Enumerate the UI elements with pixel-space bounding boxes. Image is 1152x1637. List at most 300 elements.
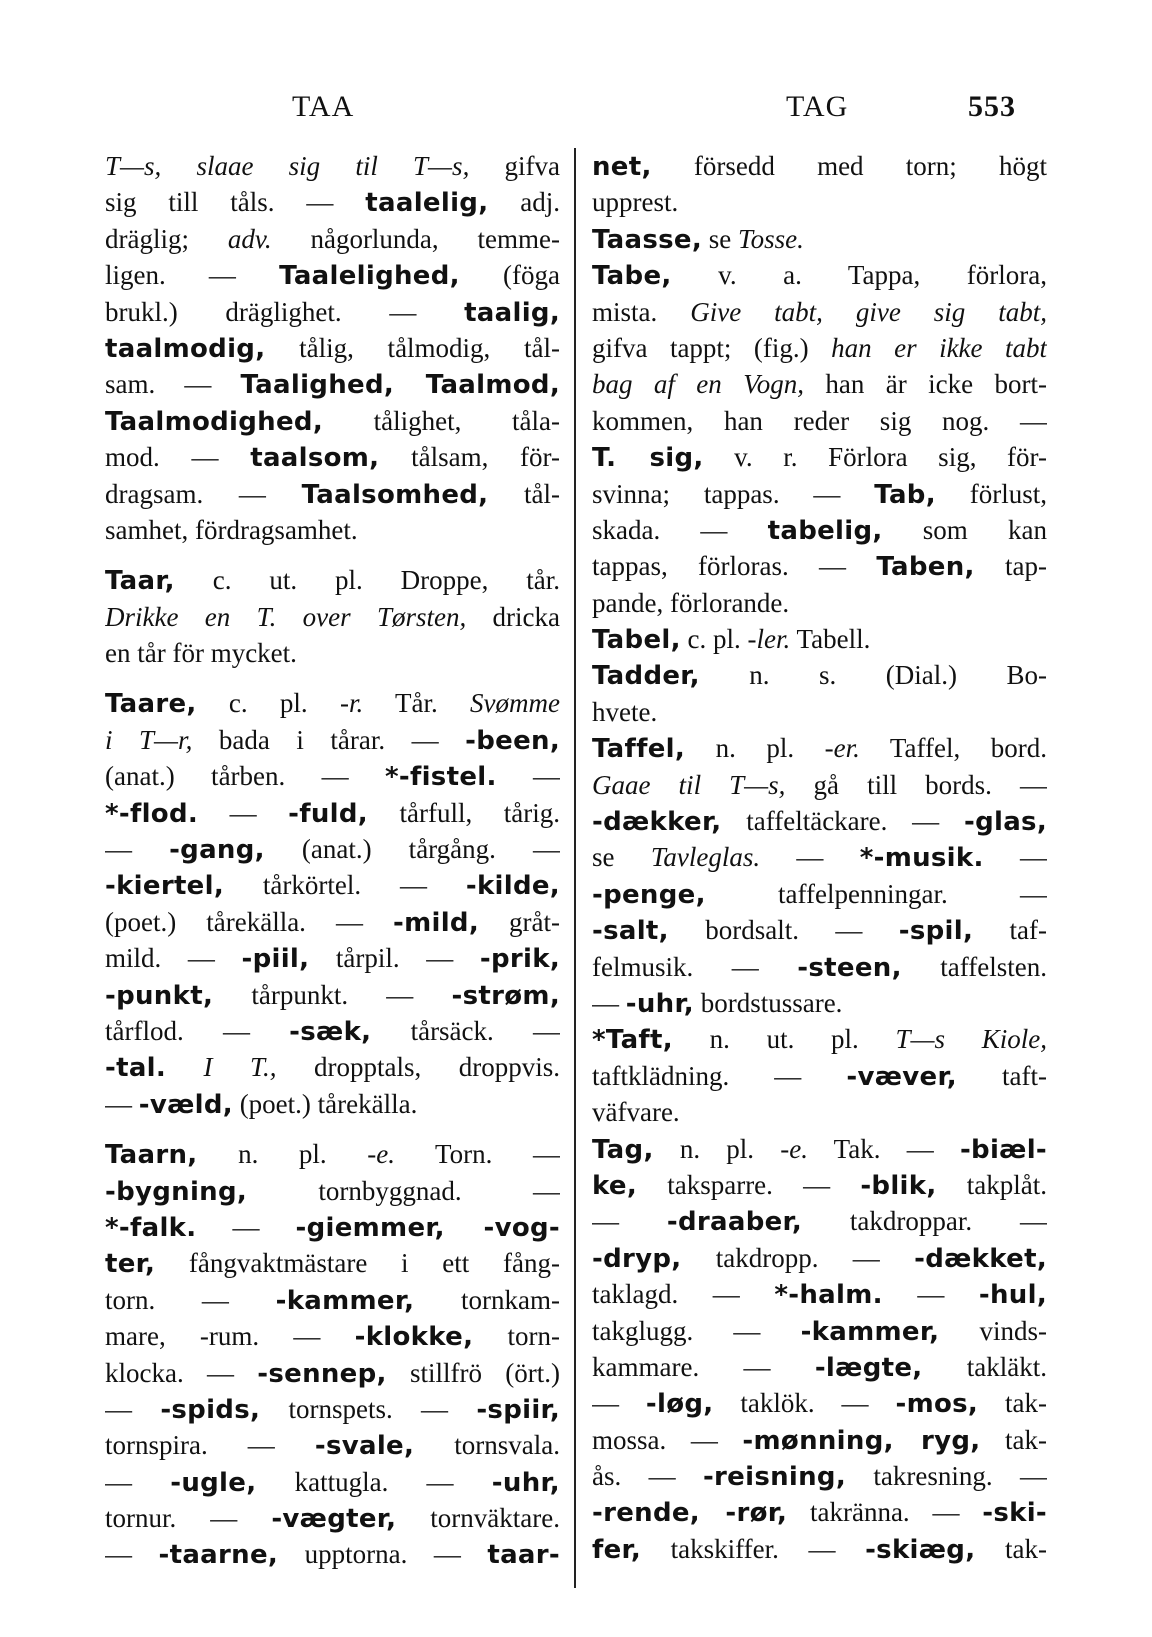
text-segment: taffelpenningar. — (705, 878, 1047, 909)
text-line (592, 1458, 1047, 1494)
text-line (105, 831, 560, 867)
text-line (592, 767, 1047, 803)
headword: -ugle, (170, 1467, 257, 1498)
text-line (105, 1136, 560, 1172)
italic-text: -ler. (747, 624, 791, 655)
headword: -lægte, (814, 1352, 923, 1383)
text-segment: takdropp. — (681, 1242, 915, 1273)
headword: *-musik. (859, 843, 984, 874)
text-line (105, 148, 560, 184)
headword: -piil, (241, 944, 310, 975)
text-line (105, 403, 560, 439)
text-segment: adj. (488, 187, 560, 218)
text-line (105, 977, 560, 1013)
text-segment: mod. — (105, 442, 251, 473)
text-line (105, 1355, 560, 1391)
text-segment: — (760, 842, 860, 873)
text-segment: tak- (978, 1388, 1047, 1419)
text-line (592, 257, 1047, 293)
headword: Taben, (876, 552, 975, 583)
headword: Tadder, (592, 661, 700, 692)
italic-text: -e. (367, 1139, 395, 1170)
text-segment: bordstussare. (693, 987, 843, 1018)
headword: -mønning, ryg, (742, 1425, 981, 1456)
header-right-guideword: TAG (786, 90, 849, 123)
headword: Taalighed, Taalmod, (240, 370, 560, 401)
headword: -salt, (592, 916, 669, 947)
italic-text: Tosse. (738, 223, 804, 254)
text-segment: tårfull, tårig. (367, 797, 560, 828)
text-line (105, 1209, 560, 1245)
right-column (592, 148, 1047, 1567)
text-segment: sam. — (105, 369, 241, 400)
text-line (592, 1058, 1047, 1094)
text-segment: någorlunda, temme- (271, 223, 560, 254)
text-line (105, 562, 560, 598)
text-segment: taffelsten. (901, 951, 1047, 982)
headword: -tal. (105, 1053, 167, 1084)
running-header (0, 90, 1152, 130)
text-segment: ligen. — (105, 260, 280, 291)
text-segment: — (882, 1279, 979, 1310)
text-line (105, 940, 560, 976)
headword: -kilde, (465, 871, 560, 902)
headword: -reisning, (702, 1462, 847, 1493)
left-column (105, 148, 560, 1573)
text-segment: kommen, han reder sig nog. — (592, 405, 1047, 436)
text-segment: skada. — (592, 514, 768, 545)
text-segment: (poet.) tårekälla. — (105, 906, 393, 937)
italic-text: -r. (339, 688, 364, 719)
text-segment: c. ut. pl. Droppe, tår. (174, 565, 560, 596)
text-segment: tålsam, för- (379, 442, 560, 473)
text-segment: taklagd. — (592, 1279, 775, 1310)
text-line (105, 1464, 560, 1500)
text-line (592, 803, 1047, 839)
text-line (592, 1167, 1047, 1203)
text-segment: — (105, 1393, 161, 1424)
text-segment: tårkörtel. — (224, 870, 466, 901)
entry-gap (105, 548, 560, 562)
headword: *Taft, (592, 1025, 673, 1056)
text-segment: bada i tårar. — (192, 724, 466, 755)
text-segment: sig till tåls. — (105, 187, 366, 218)
text-segment: c. pl. (680, 624, 748, 655)
text-segment: — (983, 842, 1047, 873)
headword: -blik, (860, 1170, 937, 1201)
text-line (105, 294, 560, 330)
text-line (105, 599, 560, 635)
headword: Tabel, (592, 625, 681, 656)
headword: -klokke, (354, 1322, 474, 1353)
text-segment: svinna; tappas. — (592, 478, 875, 509)
text-segment: v. r. Förlora sig, för- (703, 442, 1047, 473)
text-segment: — (105, 1088, 139, 1119)
text-segment: fångvaktmästare i ett fång- (155, 1248, 560, 1279)
text-segment: taftklädning. — (592, 1060, 847, 1091)
italic-text: bag af en Vogn, (592, 369, 804, 400)
headword: taar- (487, 1540, 560, 1571)
text-line (105, 1500, 560, 1536)
italic-text: han er ikke tabt (831, 332, 1047, 363)
text-segment: — (198, 797, 289, 828)
text-segment: taklök. — (713, 1388, 896, 1419)
headword: -fuld, (288, 798, 368, 829)
text-segment: taksparre. — (637, 1169, 861, 1200)
text-line (592, 294, 1047, 330)
headword: Taasse, (592, 224, 703, 255)
text-segment: tornkam- (414, 1284, 560, 1315)
text-segment: mare, -rum. — (105, 1321, 355, 1352)
text-segment: tak- (975, 1533, 1047, 1564)
text-segment: takdroppar. — (802, 1206, 1047, 1237)
text-line (105, 635, 560, 671)
text-line (105, 476, 560, 512)
headword: -dryp, (592, 1243, 682, 1274)
headword: -glas, (963, 807, 1047, 838)
headword: -væld, (138, 1089, 233, 1120)
text-line (592, 839, 1047, 875)
headword: Tag, (592, 1134, 654, 1165)
headword: ter, (105, 1249, 156, 1280)
text-segment: n. pl. (653, 1133, 781, 1164)
text-line (592, 548, 1047, 584)
text-segment: gråt- (479, 906, 560, 937)
italic-text: T—s, slaae sig til T—s, (105, 151, 470, 181)
headword: *-falk. (105, 1212, 197, 1243)
headword: -mild, (393, 907, 479, 938)
italic-text: -er. (824, 733, 860, 764)
text-segment: takresning. — (846, 1461, 1047, 1492)
headword: tabelig, (767, 515, 883, 546)
headword: *-flod. (105, 798, 199, 829)
headword: -strøm, (451, 980, 560, 1011)
text-segment: dräglig; (105, 223, 228, 254)
italic-text: Gaae til T—s, (592, 769, 786, 800)
italic-text: Tavleglas. (650, 842, 761, 873)
headword: -sæk, (289, 1016, 372, 1047)
text-line (592, 730, 1047, 766)
headword: -skiæg, (865, 1534, 976, 1565)
text-segment: som kan (882, 514, 1047, 545)
text-segment: c. pl. (196, 688, 340, 719)
text-segment: gifva (469, 151, 560, 181)
text-segment: Torn. — (394, 1139, 560, 1170)
text-segment: brukl.) dräglighet. — (105, 296, 465, 327)
headword: -gang, (169, 835, 265, 866)
headword: -kammer, (275, 1285, 415, 1316)
text-segment (166, 1052, 203, 1082)
text-line (592, 1240, 1047, 1276)
italic-text: Svømme (470, 688, 560, 719)
text-segment: förlust, (935, 478, 1047, 509)
text-segment: n. pl. (197, 1139, 368, 1170)
headword: Taalelighed, (279, 261, 460, 292)
text-segment: kattugla. — (256, 1466, 492, 1497)
text-segment: takglugg. — (592, 1315, 801, 1346)
headword: *-halm. (774, 1280, 883, 1311)
text-segment: — (196, 1211, 296, 1242)
text-segment: taft- (956, 1060, 1047, 1091)
text-segment: v. a. Tappa, förlora, (671, 260, 1047, 291)
text-segment: vinds- (939, 1315, 1047, 1346)
text-line (105, 904, 560, 940)
text-segment: Tår. (363, 688, 471, 719)
headword: -spids, (160, 1394, 261, 1425)
text-line (592, 148, 1047, 184)
text-segment: — (105, 1466, 171, 1497)
text-line (592, 1131, 1047, 1167)
text-segment: hvete. (592, 696, 658, 727)
text-line (105, 1245, 560, 1281)
text-segment: mossa. — (592, 1424, 743, 1455)
text-segment: takplåt. (936, 1169, 1047, 1200)
text-segment: ås. — (592, 1461, 703, 1492)
text-line (105, 1391, 560, 1427)
headword: -rende, -rør, (592, 1498, 788, 1529)
text-segment: tål- (488, 478, 560, 509)
headword: ke, (592, 1170, 638, 1201)
text-segment: en tår för mycket. (105, 638, 297, 669)
text-segment: — (496, 761, 560, 792)
headword: -uhr, (625, 988, 694, 1019)
text-segment: samhet, fördragsamhet. (105, 514, 358, 545)
headword: -kiertel, (105, 871, 225, 902)
text-segment: Taffel, bord. (859, 733, 1047, 764)
text-line (592, 1021, 1047, 1057)
text-segment: tornur. — (105, 1503, 272, 1534)
text-line (105, 439, 560, 475)
headword: -giemmer, -vog- (295, 1212, 560, 1243)
headword: taalelig, (365, 188, 489, 219)
headword: -vægter, (271, 1504, 397, 1535)
text-segment: Tabell. (790, 624, 871, 655)
headword: *-fistel. (385, 762, 497, 793)
headword: -ski- (982, 1498, 1047, 1529)
text-segment: taffeltäckare. — (721, 806, 964, 837)
text-segment: klocka. — (105, 1357, 258, 1388)
text-segment: tap- (974, 551, 1047, 582)
headword: Taalsomhed, (301, 479, 489, 510)
text-line (105, 366, 560, 402)
headword: -been, (465, 725, 560, 756)
headword: taalig, (464, 297, 560, 328)
text-segment: tornväktare. (396, 1503, 560, 1534)
text-segment: — (105, 1539, 159, 1570)
text-line (592, 1349, 1047, 1385)
text-line (592, 694, 1047, 730)
text-segment: tornspira. — (105, 1430, 315, 1461)
text-segment: tornbyggnad. — (247, 1175, 560, 1206)
text-line (592, 476, 1047, 512)
headword: -penge, (592, 879, 706, 910)
text-segment: Tak. — (807, 1133, 960, 1164)
text-line (105, 1318, 560, 1354)
text-line (592, 221, 1047, 257)
text-line (592, 1422, 1047, 1458)
headword: taalmodig, (105, 333, 266, 364)
headword: Tabe, (592, 261, 672, 292)
headword: -bygning, (105, 1176, 248, 1207)
text-line (105, 758, 560, 794)
text-segment: se (702, 223, 739, 254)
text-segment: tålighet, tåla- (323, 405, 560, 436)
headword: -kammer, (800, 1316, 940, 1347)
text-line (105, 1427, 560, 1463)
text-segment: torn. — (105, 1284, 276, 1315)
text-line (105, 257, 560, 293)
text-line (105, 867, 560, 903)
text-segment: se (592, 842, 651, 873)
text-line (105, 1013, 560, 1049)
text-line (592, 366, 1047, 402)
text-segment: upptorna. — (278, 1539, 488, 1570)
text-line (105, 512, 560, 548)
headword: Taare, (105, 689, 197, 720)
italic-text: Give tabt, give sig tabt, (690, 296, 1047, 327)
headword: Taar, (105, 566, 175, 597)
headword: -væver, (846, 1061, 957, 1092)
text-line (592, 439, 1047, 475)
text-segment: (anat.) tårben. — (105, 761, 385, 792)
italic-text: Drikke en T. over Tørsten, (105, 601, 467, 632)
text-line (105, 221, 560, 257)
headword: Taffel, (592, 734, 686, 765)
headword: -svale, (314, 1431, 415, 1462)
text-segment: — (592, 987, 626, 1018)
text-line (592, 912, 1047, 948)
text-segment: — (592, 1388, 646, 1419)
text-segment: (poet.) tårekälla. (232, 1088, 418, 1119)
text-line (592, 330, 1047, 366)
text-segment: tappas, förloras. — (592, 551, 877, 582)
text-segment: han är icke bort- (803, 369, 1047, 400)
text-segment: — (592, 1206, 667, 1237)
text-line (105, 1173, 560, 1209)
italic-text: adv. (227, 223, 272, 254)
headword: -uhr, (491, 1467, 560, 1498)
text-line (592, 621, 1047, 657)
headword: -punkt, (105, 980, 214, 1011)
text-line (105, 1536, 560, 1572)
text-line (592, 657, 1047, 693)
text-segment: mista. (592, 296, 691, 327)
page-number: 553 (968, 90, 1016, 123)
text-line (105, 1049, 560, 1085)
text-segment: gå till bords. — (785, 769, 1047, 800)
headword: Taalmodighed, (105, 406, 324, 437)
entry-gap (105, 671, 560, 685)
text-line (592, 1313, 1047, 1349)
text-segment: tårflod. — (105, 1015, 290, 1046)
header-left-guideword: TAA (292, 90, 355, 123)
text-line (592, 1531, 1047, 1567)
text-line (592, 184, 1047, 220)
text-segment: takskiffer. — (641, 1533, 866, 1564)
text-segment: tornspets. — (260, 1393, 477, 1424)
text-line (105, 1086, 560, 1122)
headword: -sennep, (257, 1358, 387, 1389)
italic-text: I T., (203, 1052, 277, 1083)
text-segment: dropptals, droppvis. (276, 1052, 560, 1083)
text-segment: mild. — (105, 943, 242, 974)
headword: -spiir, (476, 1394, 560, 1425)
headword: -steen, (797, 952, 902, 983)
text-line (105, 685, 560, 721)
column-divider (574, 148, 576, 1588)
entry-gap (105, 1122, 560, 1136)
text-segment: takränna. — (787, 1497, 983, 1528)
headword: -biæl- (959, 1134, 1047, 1165)
text-segment: dricka (466, 601, 560, 632)
text-segment: väfvare. (592, 1097, 680, 1128)
text-segment: pande, förlorande. (592, 587, 790, 618)
text-segment: tårsäck. — (371, 1015, 560, 1046)
text-line (592, 949, 1047, 985)
text-line (105, 795, 560, 831)
text-line (592, 1385, 1047, 1421)
headword: fer, (592, 1534, 642, 1565)
headword: -draaber, (666, 1207, 803, 1238)
text-line (592, 985, 1047, 1021)
text-segment: försedd med torn; högt (651, 151, 1047, 181)
text-segment: (föga (459, 260, 560, 291)
italic-text: -e. (780, 1133, 808, 1164)
text-line (105, 722, 560, 758)
text-line (592, 1203, 1047, 1239)
text-segment: upprest. (592, 187, 679, 218)
headword: -hul, (978, 1280, 1047, 1311)
italic-text: i T—r, (105, 724, 193, 755)
text-line (105, 330, 560, 366)
headword: -dækker, (592, 807, 722, 838)
text-segment: n. pl. (685, 733, 825, 764)
text-line (592, 403, 1047, 439)
text-segment: takläkt. (922, 1351, 1047, 1382)
text-line (105, 1282, 560, 1318)
headword: net, (592, 152, 652, 182)
text-segment: tårpil. — (309, 943, 480, 974)
text-segment: tornsvala. (414, 1430, 560, 1461)
text-line (105, 184, 560, 220)
text-segment: tålig, tålmodig, tål- (265, 332, 560, 363)
text-segment: gifva tappt; (fig.) (592, 332, 832, 363)
text-segment: kammare. — (592, 1351, 815, 1382)
text-segment: dragsam. — (105, 478, 302, 509)
text-line (592, 1094, 1047, 1130)
text-segment: torn- (473, 1321, 560, 1352)
text-line (592, 1494, 1047, 1530)
text-segment: tak- (980, 1424, 1047, 1455)
headword: Taarn, (105, 1140, 198, 1171)
italic-text: T—s Kiole, (895, 1024, 1047, 1055)
headword: -spil, (898, 916, 974, 947)
headword: T. sig, (592, 443, 704, 474)
text-segment: n. s. (Dial.) Bo- (699, 660, 1047, 691)
text-segment: bordsalt. — (668, 915, 899, 946)
headword: Tab, (874, 479, 936, 510)
text-line (592, 876, 1047, 912)
headword: -prik, (479, 944, 560, 975)
headword: -taarne, (158, 1540, 279, 1571)
text-line (592, 1276, 1047, 1312)
headword: -dækket, (914, 1243, 1047, 1274)
text-segment: stillfrö (ört.) (386, 1357, 560, 1388)
text-segment: felmusik. — (592, 951, 798, 982)
text-segment: n. ut. pl. (672, 1024, 896, 1055)
headword: -mos, (895, 1389, 979, 1420)
text-line (592, 512, 1047, 548)
